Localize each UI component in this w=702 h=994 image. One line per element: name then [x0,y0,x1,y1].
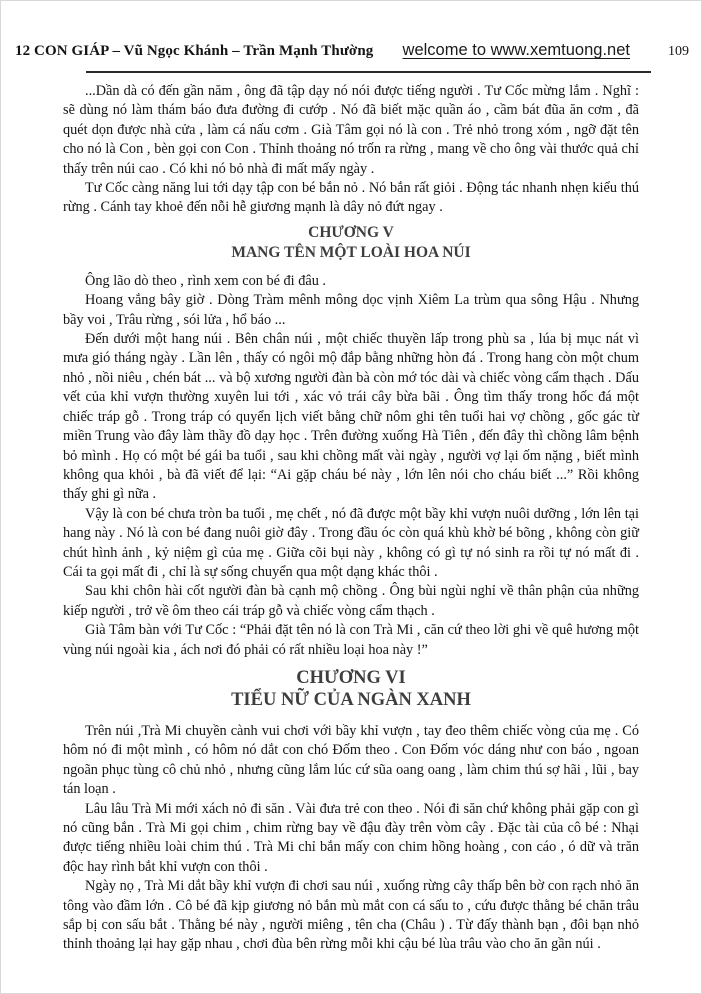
paragraph: Già Tâm bàn với Tư Cốc : “Phải đặt tên nó là con Trà Mi , căn cứ theo lời ghi về quê hương một vùng núi ngoài kia , ách nơi đó phải có rất nhiều loại hoa này !” [63,622,639,658]
chapter-5-label: CHƯƠNG V [308,223,394,241]
paragraph: Đến dưới một hang núi . Bên chân núi , một chiếc thuyền lấp trong phù sa , lúa bị mục nát vì mưa gió tháng ngày . Lần lên , thấy có ngôi mộ đắp bằng những hòn đá . Trong hang còn một chum nhỏ , nồi niêu , chén bát ... và bộ xương người đàn bà còn mớ tóc dài và chiếc vòng cẩm thạch . Dấu vết của khỉ vượn thường xuyên lui tới , xác vỏ trái cây bừa bãi . Ông tìm thấy trong hốc đá một chiếc tráp gỗ . Trong tráp có quyển lịch viết bằng chữ nôm ghi tên tuổi hai vợ chồng , gốc gác từ miền Trung vào đây làm thầy đồ dạy học . Trên đường xuống Hà Tiên , đến đây thì chồng lâm bệnh bỏ mình . Họ có một bé gái ba tuổi , sau khi chồng mất vài ngày , người vợ lại ốm nặng , biết mình không qua khỏi , bà đã viết để lại: “Ai gặp cháu bé này , lớn lên nói cho cháu biết ...” Rồi không thấy ghi gì nữa . [63,331,639,503]
chapter-6-label: CHƯƠNG VI [296,667,406,688]
chapter-5-title: MANG TÊN MỘT LOÀI HOA NÚI [231,243,471,261]
paragraph: Trên núi ,Trà Mi chuyền cành vui chơi với bầy khỉ vượn , tay đeo thêm chiếc vòng của mẹ . Có hôm nó đi một mình , có hôm nó dắt con chó Đốm theo . Con Đốm vóc dáng như con báo , ngoan ngoãn phục tùng cô chủ nhỏ , nhưng cũng lắm lúc cứ sũa oang oang , làm chim thú sợ hãi , lũi , bay tán loạn . [63,722,639,798]
page-header [1,1,701,60]
paragraph: Tư Cốc càng năng lui tới dạy tập con bé bắn nỏ . Nó bắn rất giỏi . Động tác nhanh nhẹn kiểu thú rừng . Cánh tay khoẻ đến nỗi hễ giương mạnh là dây nỏ đứt ngay . [63,180,639,216]
book-title: 12 CON GIÁP – Vũ Ngọc Khánh – Trần Mạnh Thường [15,43,374,59]
chapter-6-heading [63,667,639,712]
page-body [63,82,639,955]
page-number: 109 [668,44,689,59]
chapter-6-title: TIỂU NỮ CỦA NGÀN XANH [231,690,471,711]
header-divider [86,71,651,73]
paragraph: Vậy là con bé chưa tròn ba tuổi , mẹ chết , nó đã được một bầy khỉ vượn nuôi dưỡng , lớn lên tại hang này . Nó là con bé đang nuôi giờ đây . Trong đầu óc còn quá khù khờ bé bõng , không còn giữ chút hình ảnh , kỷ niệm gì của mẹ . Giữa cõi bụi này , không có gì tự nó sinh ra rồi tự nó mất đi . Cái ta gọi mất đi , chỉ là sự sống chuyển qua một dạng khác thôi . [63,505,639,580]
paragraph: Lâu lâu Trà Mi mới xách nỏ đi săn . Vài đưa trẻ con theo . Nói đi săn chứ không phải gặp con gì nó cũng bắn . Trà Mi gọi chim , chim rừng bay về đậu đày trên vòm cây . Đặc tài của cô bé : Nhại được tiếng nhiều loài chim thú . Trà Mi chỉ bắn mấy con chim hồng hoàng , con cáo , ó dữ và trăn độc hay rình bắt khỉ vượn con thôi . [63,800,639,875]
paragraph: Ông lão dò theo , rình xem con bé đi đâu . [85,272,327,289]
paragraph: Ngày nọ , Trà Mi dắt bầy khỉ vượn đi chơi sau núi , xuống rừng cây thấp bên bờ con rạch nhỏ ăn tông vào đầm lớn . Cô bé đã kịp giương nỏ bắn mù mắt con cá sấu to , cứu được thằng bé chăn trâu sắp bị con sấu bắt . Thằng bé này , người miêng , tên cha (Châu ) . Từ đấy thành bạn , đôi bạn nhỏ thỉnh thoảng lại hay gặp nhau , chơi đùa bên rừng mỗi khi cậu bé lùa trâu vào cho ăn gần núi . [63,878,639,953]
paragraph: ...Dần dà có đến gần năm , ông đã tập dạy nó nói được tiếng người . Tư Cốc mừng lắm . Nghĩ : sẽ dùng nó làm thám báo đưa đường đi cướp . Nó đã biết mặc quần áo , cầm bát đũa ăn cơm , đã quét dọn được nhà cửa , làm cá nấu cơm . Già Tâm gọi nó là con . Trẻ nhỏ trong xóm , ngỡ đặt tên cho nó là Con , bèn gọi con Con . Thỉnh thoảng nó trốn ra rừng , mang về cho ông vài thước quả chỉ thấy trên núi cao . Có khi nó bỏ nhà đi mất mấy ngày . [63,83,639,177]
website-link[interactable]: welcome to www.xemtuong.net [402,41,630,59]
chapter-5-heading [63,223,639,263]
paragraph: Sau khi chôn hài cốt người đàn bà cạnh mộ chồng . Ông bùi ngùi nghỉ về thân phận của những kiếp người , trở về ôm theo cái tráp gỗ và chiếc vòng cẩm thạch . [63,583,639,619]
paragraph: Hoang vắng bây giờ . Dòng Tràm mênh mông dọc vịnh Xiêm La trùm qua sông Hậu . Nhưng bầy voi , Trâu rừng , sói lửa , hổ báo ... [63,292,639,328]
